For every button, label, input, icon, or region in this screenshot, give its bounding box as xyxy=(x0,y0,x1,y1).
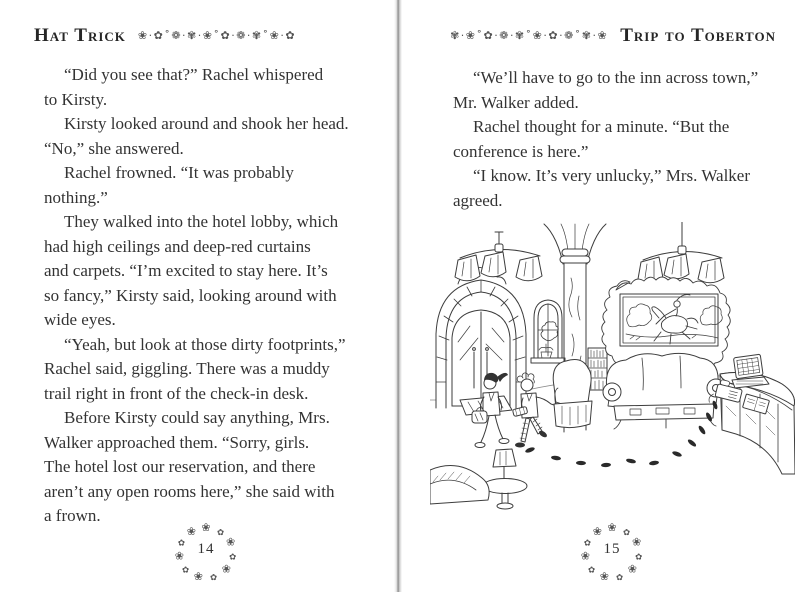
floral-ornament-strip: ❀·✿˚❁·✾·❀˚✿·❁·✾˚❀·✿ xyxy=(137,28,297,42)
svg-text:❀: ❀ xyxy=(627,562,638,576)
text-line: Rachel said, giggling. There was a muddy xyxy=(44,359,330,378)
svg-text:❀: ❀ xyxy=(186,525,197,538)
text-line: “Yeah, but look at those dirty footprints,” xyxy=(64,334,346,354)
foreground-armchair xyxy=(430,466,489,505)
svg-text:❀: ❀ xyxy=(225,535,236,549)
text-line: The hotel lost our reservation, and there xyxy=(44,457,316,476)
text-line: Kirsty looked around and shook her head. xyxy=(64,114,349,133)
arched-window xyxy=(531,300,565,363)
text-line: “Did you see that?” Rachel whispered xyxy=(64,65,324,84)
svg-text:✿: ✿ xyxy=(616,573,624,583)
text-line: They walked into the hotel lobby, which xyxy=(64,212,339,231)
svg-text:❀: ❀ xyxy=(599,570,610,583)
book-spine xyxy=(394,0,402,592)
left-page-text xyxy=(44,63,384,529)
svg-text:✿: ✿ xyxy=(588,565,596,576)
page-number-wreath xyxy=(569,517,655,587)
text-line: conference is here.” xyxy=(453,141,589,161)
svg-text:❀: ❀ xyxy=(592,525,603,538)
text-line: so fancy,” Kirsty said, looking around with xyxy=(44,285,337,305)
text-line: to Kirsty. xyxy=(44,89,108,109)
svg-text:✿: ✿ xyxy=(635,552,643,563)
text-line: Mr. Walker added. xyxy=(453,92,579,112)
text-line: wide eyes. xyxy=(44,310,116,329)
sofa xyxy=(603,353,725,429)
text-line: “No,” she answered. xyxy=(44,138,184,158)
text-line: agreed. xyxy=(453,190,503,210)
right-page-text xyxy=(453,66,789,213)
text-line: a frown. xyxy=(44,506,101,525)
svg-text:❀: ❀ xyxy=(201,521,211,534)
side-table-lamp xyxy=(483,449,527,509)
floral-ornament-strip: ✾·❀˚✿·❁·✾˚❀·✿·❁˚✾·❀ xyxy=(450,28,609,42)
text-line: and carpets. “I’m excited to stay here. It’s xyxy=(44,261,328,280)
text-line: “I know. It’s very unlucky,” Mrs. Walker xyxy=(473,166,751,185)
text-line: Rachel frowned. “It was probably xyxy=(64,163,294,182)
left-page xyxy=(0,0,396,592)
text-line: Before Kirsty could say anything, Mrs. xyxy=(64,408,330,427)
text-line: trail right in front of the check-in desk. xyxy=(44,383,309,403)
svg-text:❀: ❀ xyxy=(221,562,232,576)
svg-text:✿: ✿ xyxy=(229,552,237,563)
svg-text:✿: ✿ xyxy=(623,528,631,538)
svg-text:✿: ✿ xyxy=(583,538,591,549)
svg-text:✿: ✿ xyxy=(217,528,225,538)
svg-text:✿: ✿ xyxy=(177,538,185,549)
svg-text:❀: ❀ xyxy=(580,549,590,563)
arched-doorway xyxy=(436,267,526,408)
left-running-head xyxy=(34,25,296,47)
text-line: “We’ll have to go to the inn across town,” xyxy=(473,68,759,87)
text-line: had high ceilings and deep-red curtains xyxy=(44,236,311,256)
girl-kirsty xyxy=(512,373,554,448)
svg-text:✿: ✿ xyxy=(182,565,190,576)
svg-text:❀: ❀ xyxy=(607,521,617,534)
text-line: Rachel thought for a minute. “But the xyxy=(473,117,730,136)
right-running-head xyxy=(450,25,776,47)
svg-text:✿: ✿ xyxy=(210,573,218,583)
right-page-title: Trip to Toberton xyxy=(620,25,776,46)
text-line: nothing.” xyxy=(44,187,108,207)
armchair xyxy=(553,360,592,428)
right-page xyxy=(404,0,800,592)
text-line: aren’t any open rooms here,” she said with xyxy=(44,481,335,501)
laptop xyxy=(732,354,769,388)
left-page-title: Hat Trick xyxy=(34,25,126,46)
right-chandelier xyxy=(638,222,724,283)
page-number-wreath xyxy=(163,517,249,587)
page-number: 15 xyxy=(603,541,621,557)
svg-text:❀: ❀ xyxy=(631,535,642,549)
svg-text:❀: ❀ xyxy=(174,549,184,563)
left-chandelier xyxy=(455,232,542,281)
text-line: Walker approached them. “Sorry, girls. xyxy=(44,432,310,452)
page-number: 14 xyxy=(197,541,215,557)
svg-text:❀: ❀ xyxy=(193,570,204,583)
hotel-lobby-illustration xyxy=(430,222,795,512)
